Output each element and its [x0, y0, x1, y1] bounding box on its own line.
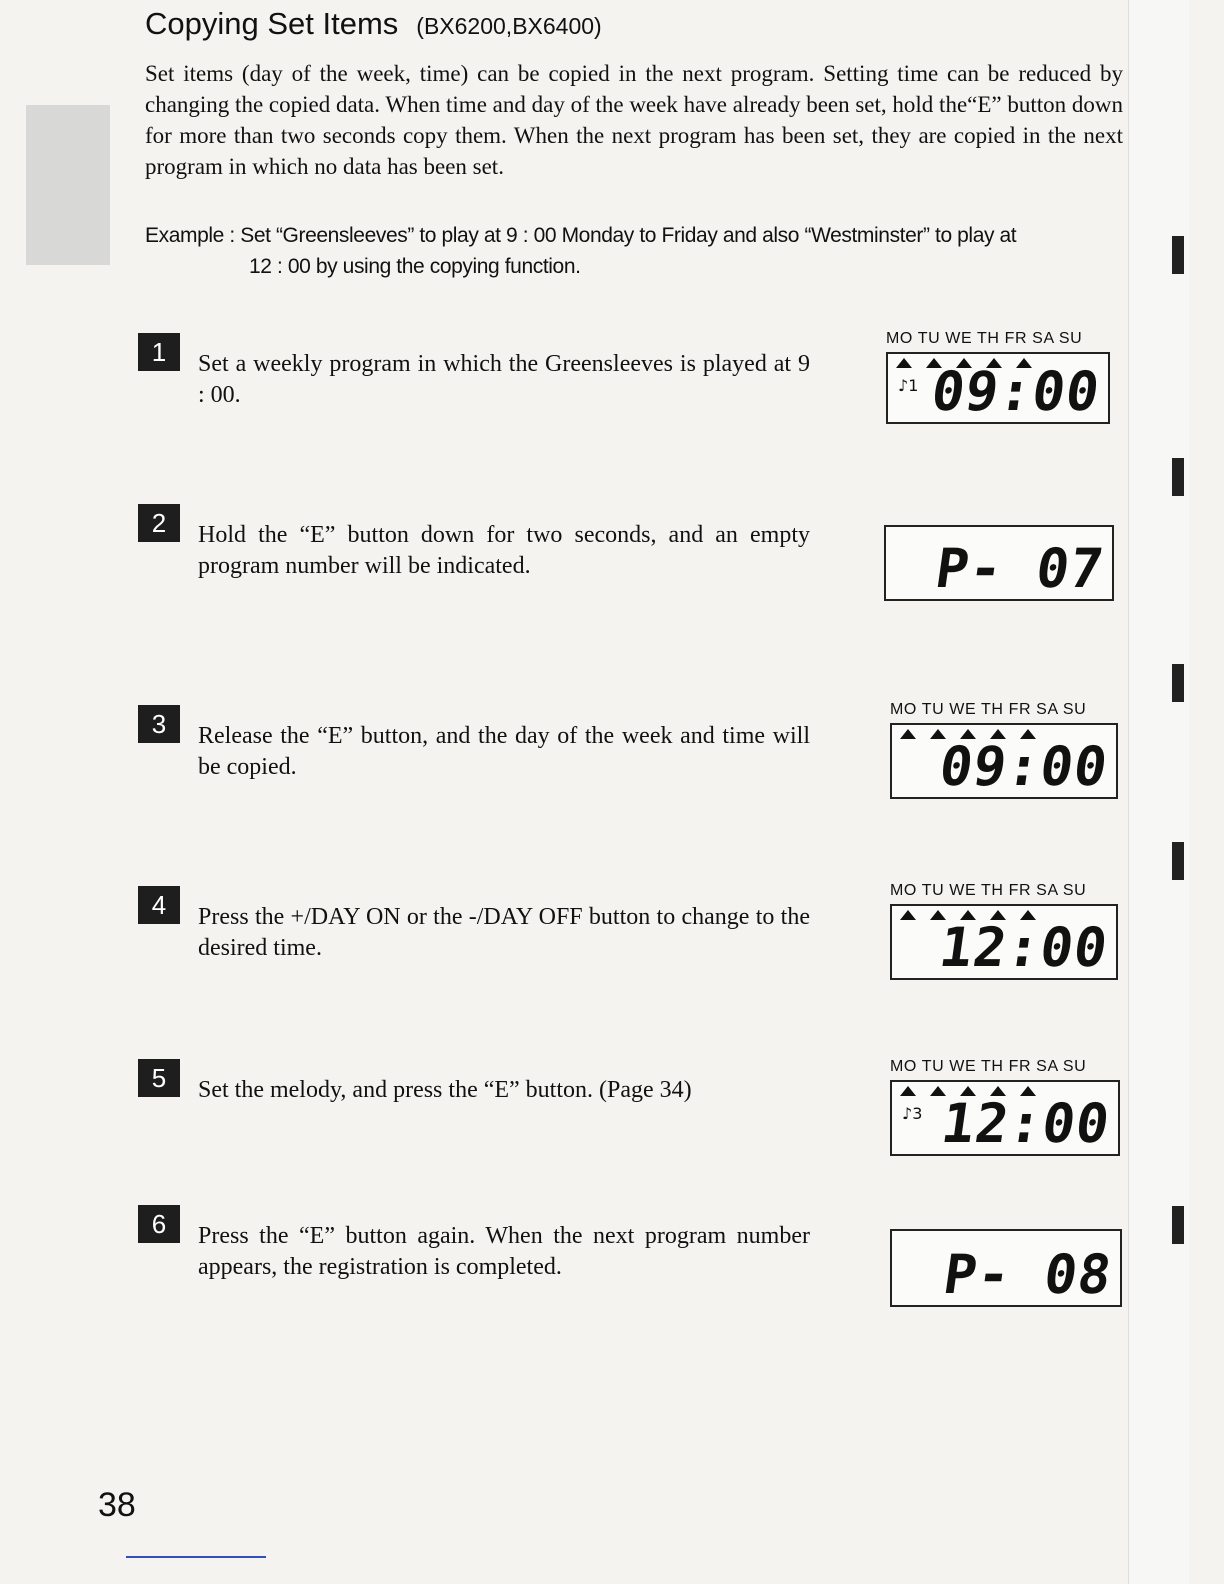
step-text: Press the “E” button again. When the next program number appears, the registration is completed. — [198, 1223, 810, 1280]
step-number-badge: 2 — [138, 504, 180, 542]
step-text: Release the “E” button, and the day of the week and time will be copied. — [198, 723, 810, 780]
example-box — [145, 220, 1125, 282]
step-text: Hold the “E” button down for two seconds, and an empty program number will be indicated. — [198, 522, 810, 579]
footer-rule — [126, 1556, 266, 1558]
step-6-display — [890, 1229, 1122, 1307]
step-number-badge: 4 — [138, 886, 180, 924]
lcd-time-readout: 09:00 — [928, 360, 1105, 423]
step-4-display — [890, 882, 1118, 980]
page-title — [145, 6, 1125, 42]
lcd-screen — [884, 525, 1114, 601]
page-number: 38 — [98, 1486, 136, 1524]
lcd-time-readout: 12:00 — [936, 916, 1113, 979]
lcd-screen — [886, 352, 1110, 424]
day-indicator-icon — [900, 910, 916, 920]
step-5-display — [890, 1058, 1120, 1156]
day-indicator-icon — [900, 1086, 916, 1096]
lcd-screen — [890, 1080, 1120, 1156]
day-indicator-icon — [930, 1086, 946, 1096]
example-line-2: 12 : 00 by using the copying function. — [249, 255, 581, 278]
edge-step-marker — [1172, 842, 1184, 880]
edge-step-marker — [1172, 664, 1184, 702]
lcd-screen — [890, 723, 1118, 799]
step-2-display — [884, 525, 1114, 601]
step-number-badge: 6 — [138, 1205, 180, 1243]
edge-step-marker — [1172, 236, 1184, 274]
step-3-display — [890, 701, 1118, 799]
weekday-labels: MO TU WE TH FR SA SU — [890, 1058, 1087, 1075]
edge-step-marker — [1172, 458, 1184, 496]
lcd-screen — [890, 1229, 1122, 1307]
model-numbers: (BX6200,BX6400) — [416, 13, 602, 39]
lcd-program-readout: P- 07 — [932, 537, 1109, 600]
melody-number-mark: ♪1 — [898, 376, 919, 395]
section-side-tab — [26, 105, 110, 265]
step-number-badge: 3 — [138, 705, 180, 743]
step-1-display — [886, 330, 1110, 424]
weekday-labels: MO TU WE TH FR SA SU — [890, 701, 1087, 718]
step-number-badge: 5 — [138, 1059, 180, 1097]
lcd-time-readout: 12:00 — [938, 1092, 1115, 1155]
example-line-1: Example : Set “Greensleeves” to play at 9 : 00 Monday to Friday and also “Westminster” to play at — [145, 224, 1017, 247]
lcd-program-readout: P- 08 — [940, 1243, 1117, 1306]
step-text: Set the melody, and press the “E” button. (Page 34) — [198, 1077, 692, 1103]
lcd-screen — [890, 904, 1118, 980]
melody-number-mark: ♪3 — [902, 1104, 923, 1123]
intro-paragraph: Set items (day of the week, time) can be copied in the next program. Setting time can be reduced by changing the copied data. When time and day of the week have already been set, hold the“E” button down for more than two seconds copy them. When the next program has been set, they are copied in the next program in which no data has been set. — [145, 61, 1124, 179]
day-indicator-icon — [900, 729, 916, 739]
step-text: Press the +/DAY ON or the -/DAY OFF button to change to the desired time. — [198, 904, 810, 961]
step-text: Set a weekly program in which the Greensleeves is played at 9 : 00. — [198, 351, 810, 408]
weekday-labels: MO TU WE TH FR SA SU — [886, 330, 1083, 347]
lcd-time-readout: 09:00 — [936, 735, 1113, 798]
day-indicator-icon — [896, 358, 912, 368]
step-number-badge: 1 — [138, 333, 180, 371]
title-text: Copying Set Items — [145, 6, 399, 41]
edge-step-marker — [1172, 1206, 1184, 1244]
weekday-labels: MO TU WE TH FR SA SU — [890, 882, 1087, 899]
